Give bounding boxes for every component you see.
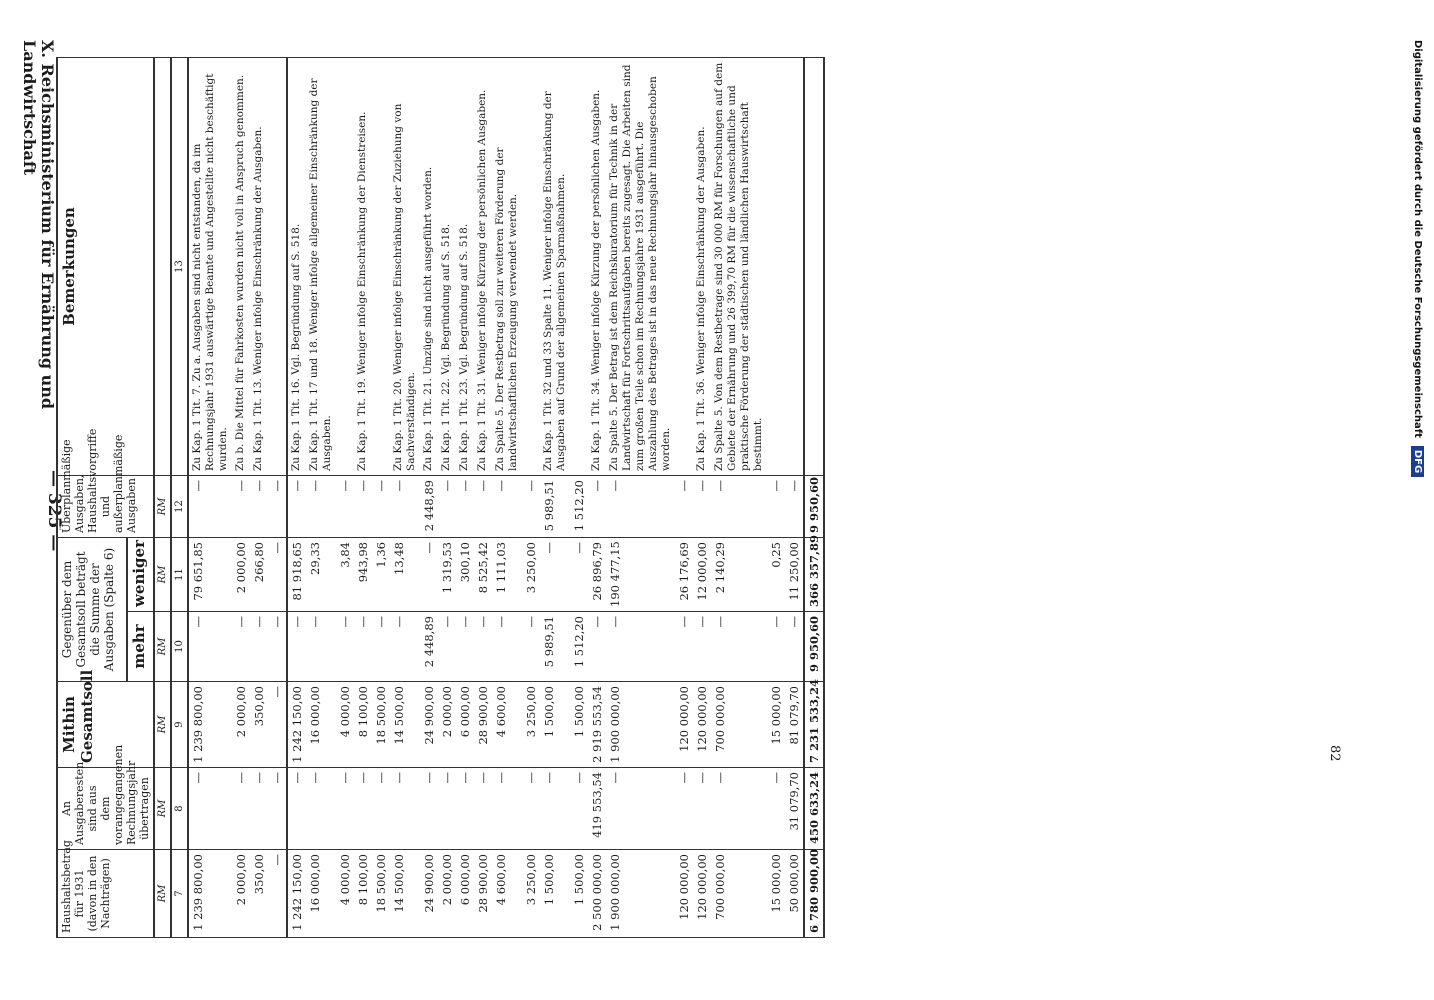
amount-cell-c10: 1 512,20: [570, 612, 588, 682]
amount-cell-c8: —: [188, 768, 232, 850]
col-header-budget: Haushaltsbetrag für 1931 (davon in den Nachträgen): [57, 850, 154, 938]
table-row: [390, 58, 420, 938]
amount-cell-c12: —: [306, 476, 336, 538]
unit-label: RM: [154, 682, 171, 768]
col-header-extra-expenses: Überplanmäßige Ausgaben, Haushaltsvorgriffe und außerplanmäßige Ausgaben: [57, 476, 154, 538]
amount-cell-c10: 5 989,51: [540, 612, 570, 682]
amount-cell-c9: 2 000,00: [232, 682, 250, 768]
amount-cell-c7: 120 000,00: [675, 850, 693, 938]
amount-cell-c11: 300,10: [456, 538, 474, 612]
amount-cell-c7: 700 000,00: [711, 850, 767, 938]
amount-cell-c9: 1 500,00: [540, 682, 570, 768]
amount-cell-c8: —: [456, 768, 474, 850]
table-row: [372, 58, 390, 938]
amount-cell-c10: —: [492, 612, 522, 682]
amount-cell-c8: —: [372, 768, 390, 850]
amount-cell-c7: —: [268, 850, 287, 938]
col-header-carryover: An Ausgaberesten sind aus dem vorangegangenen Rechnungsjahr übertragen: [57, 768, 154, 850]
amount-cell-c10: —: [268, 612, 287, 682]
amount-cell-c12: —: [232, 476, 250, 538]
amount-cell-c8: 419 553,54: [588, 768, 606, 850]
amount-cell-c11: 26 176,69: [675, 538, 693, 612]
amount-cell-c9: 2 919 553,54: [588, 682, 606, 768]
budget-table: [56, 57, 825, 938]
remark-cell: Zu Kap. 1 Tit. 13. Weniger infolge Einschränkung der Ausgaben.: [250, 58, 268, 476]
amount-cell-c9: 1 500,00: [570, 682, 588, 768]
remark-cell: [804, 58, 824, 476]
amount-cell-c10: —: [390, 612, 420, 682]
amount-cell-c8: —: [540, 768, 570, 850]
amount-cell-c10: 2 448,89: [420, 612, 438, 682]
amount-cell-c10: —: [287, 612, 306, 682]
remark-cell: [570, 58, 588, 476]
table-row: [268, 58, 287, 938]
total-row: [804, 58, 824, 938]
amount-cell-c9: 18 500,00: [372, 682, 390, 768]
table-row: [354, 58, 372, 938]
amount-cell-c11: 943,98: [354, 538, 372, 612]
amount-cell-c11: 26 896,79: [588, 538, 606, 612]
amount-cell-c10: —: [474, 612, 492, 682]
amount-cell-c12: —: [711, 476, 767, 538]
amount-cell-c11: 13,48: [390, 538, 420, 612]
remark-cell: Zu Spalte 5. Von dem Restbetrage sind 30 000 RM für Forschungen auf dem Gebiete der Ernährung und 26 399,70 RM für die wissenschaftliche und praktische Förderung der städtischen und ländlichen Hauswirtschaft bestimmt.: [711, 58, 767, 476]
column-number: 7: [171, 850, 188, 938]
amount-cell-c11: 79 651,85: [188, 538, 232, 612]
amount-cell-c7: 24 900,00: [420, 850, 438, 938]
amount-cell-c8: —: [438, 768, 456, 850]
amount-cell-c9: 24 900,00: [420, 682, 438, 768]
amount-cell-c8: 450 633,24: [804, 768, 824, 850]
amount-cell-c8: —: [250, 768, 268, 850]
amount-cell-c7: 15 000,00: [767, 850, 785, 938]
amount-cell-c10: —: [675, 612, 693, 682]
amount-cell-c10: —: [188, 612, 232, 682]
amount-cell-c12: —: [287, 476, 306, 538]
amount-cell-c7: 2 000,00: [232, 850, 250, 938]
amount-cell-c9: 81 079,70: [785, 682, 804, 768]
amount-cell-c11: 266,80: [250, 538, 268, 612]
amount-cell-c9: 120 000,00: [675, 682, 693, 768]
amount-cell-c7: 8 100,00: [354, 850, 372, 938]
col-header-comparison-group: Gegenüber dem Gesamtsoll beträgt die Summe der Ausgaben (Spalte 6): [57, 538, 127, 682]
amount-cell-c12: —: [188, 476, 232, 538]
amount-cell-c10: 9 950,60: [804, 612, 824, 682]
table-row: [492, 58, 522, 938]
remark-cell: [675, 58, 693, 476]
unit-label: RM: [154, 612, 171, 682]
amount-cell-c7: 2 000,00: [438, 850, 456, 938]
amount-cell-c12: 2 448,89: [420, 476, 438, 538]
amount-cell-c12: 1 512,20: [570, 476, 588, 538]
amount-cell-c7: 2 500 000,00: [588, 850, 606, 938]
amount-cell-c10: —: [354, 612, 372, 682]
amount-cell-c7: 1 239 800,00: [188, 850, 232, 938]
amount-cell-c8: —: [232, 768, 250, 850]
column-number: 13: [171, 58, 188, 476]
remark-cell: Zu Kap. 1 Tit. 31. Weniger infolge Kürzung der persönlichen Ausgaben.: [474, 58, 492, 476]
amount-cell-c12: —: [438, 476, 456, 538]
remark-cell: [268, 58, 287, 476]
amount-cell-c7: 1 242 150,00: [287, 850, 306, 938]
amount-cell-c8: —: [675, 768, 693, 850]
amount-cell-c9: 1 900 000,00: [606, 682, 675, 768]
amount-cell-c11: 3 250,00: [522, 538, 540, 612]
amount-cell-c8: —: [268, 768, 287, 850]
amount-cell-c9: —: [268, 682, 287, 768]
column-number: 9: [171, 682, 188, 768]
amount-cell-c8: —: [474, 768, 492, 850]
unit-label: RM: [154, 476, 171, 538]
amount-cell-c12: —: [522, 476, 540, 538]
table-row: [540, 58, 570, 938]
amount-cell-c12: 9 950,60: [804, 476, 824, 538]
amount-cell-c12: —: [250, 476, 268, 538]
amount-cell-c7: 6 000,00: [456, 850, 474, 938]
amount-cell-c12: 5 989,51: [540, 476, 570, 538]
amount-cell-c7: 28 900,00: [474, 850, 492, 938]
col-header-total-target: Mithin Gesamtsoll: [57, 682, 154, 768]
remark-cell: Zu Kap. 1 Tit. 34. Weniger infolge Kürzung der persönlichen Ausgaben.: [588, 58, 606, 476]
amount-cell-c12: —: [336, 476, 354, 538]
amount-cell-c11: —: [420, 538, 438, 612]
table-row: [232, 58, 250, 938]
amount-cell-c12: —: [456, 476, 474, 538]
table-row: [711, 58, 767, 938]
unit-label: RM: [154, 768, 171, 850]
amount-cell-c9: 4 000,00: [336, 682, 354, 768]
amount-cell-c8: —: [336, 768, 354, 850]
column-number: 10: [171, 612, 188, 682]
amount-cell-c9: 350,00: [250, 682, 268, 768]
amount-cell-c10: —: [232, 612, 250, 682]
col-header-less: weniger: [127, 538, 154, 612]
table-row: [250, 58, 268, 938]
amount-cell-c10: —: [438, 612, 456, 682]
remark-cell: Zu Kap. 1 Tit. 21. Umzüge sind nicht ausgeführt worden.: [420, 58, 438, 476]
amount-cell-c11: 1 111,03: [492, 538, 522, 612]
remark-cell: Zu Kap. 1 Tit. 17 und 18. Weniger infolge allgemeiner Einschränkung der Ausgaben.: [306, 58, 336, 476]
column-number: 12: [171, 476, 188, 538]
table-body: [188, 58, 824, 938]
col-header-more: mehr: [127, 612, 154, 682]
amount-cell-c11: 11 250,00: [785, 538, 804, 612]
table-row: [438, 58, 456, 938]
table-row: [570, 58, 588, 938]
amount-cell-c9: 2 000,00: [438, 682, 456, 768]
amount-cell-c7: 1 900 000,00: [606, 850, 675, 938]
amount-cell-c7: 18 500,00: [372, 850, 390, 938]
remark-cell: Zu Kap. 1 Tit. 19. Weniger infolge Einschränkung der Dienstreisen.: [354, 58, 372, 476]
amount-cell-c8: —: [306, 768, 336, 850]
amount-cell-c10: —: [693, 612, 711, 682]
unit-label: [154, 58, 171, 476]
remark-cell: Zu Kap. 1 Tit. 16. Vgl. Begründung auf S. 518.: [287, 58, 306, 476]
amount-cell-c8: —: [287, 768, 306, 850]
amount-cell-c11: 366 357,89: [804, 538, 824, 612]
amount-cell-c9: 4 600,00: [492, 682, 522, 768]
amount-cell-c9: 15 000,00: [767, 682, 785, 768]
table-row: [522, 58, 540, 938]
amount-cell-c7: 4 600,00: [492, 850, 522, 938]
amount-cell-c9: 7 231 533,24: [804, 682, 824, 768]
amount-cell-c7: 16 000,00: [306, 850, 336, 938]
amount-cell-c12: —: [372, 476, 390, 538]
amount-cell-c11: 0,25: [767, 538, 785, 612]
table-row: [785, 58, 804, 938]
amount-cell-c9: 16 000,00: [306, 682, 336, 768]
dfg-logo: DFG: [1411, 446, 1424, 477]
remark-cell: [522, 58, 540, 476]
amount-cell-c8: —: [522, 768, 540, 850]
table-row: [588, 58, 606, 938]
table-row: [456, 58, 474, 938]
remark-cell: Zu Spalte 5. Der Betrag ist dem Reichskuratorium für Technik in der Landwirtschaft für Fortschrittsaufgaben bereits zugesagt. Die Arbeiten sind zum großen Teile schon im Rechnungsjahre 1931 ausgeführt. Die Auszahlung des Betrages ist in das neue Rechnungsjahr hinausgeschoben worden.: [606, 58, 675, 476]
amount-cell-c12: —: [785, 476, 804, 538]
amount-cell-c8: —: [492, 768, 522, 850]
unit-label: RM: [154, 538, 171, 612]
amount-cell-c11: 3,84: [336, 538, 354, 612]
amount-cell-c8: —: [711, 768, 767, 850]
table-row: [188, 58, 232, 938]
amount-cell-c11: 2 140,29: [711, 538, 767, 612]
amount-cell-c8: 31 079,70: [785, 768, 804, 850]
remark-cell: Zu Kap. 1 Tit. 7. Zu a. Ausgaben sind nicht entstanden, da im Rechnungsjahr 1931 auswärtige Beamte und Angestellte nicht beschäftigt wurden.: [188, 58, 232, 476]
col-header-remarks: Bemerkungen: [57, 58, 154, 476]
table-row: [675, 58, 693, 938]
table-row: [474, 58, 492, 938]
sheet-number: 82: [1327, 745, 1342, 762]
table-row: [287, 58, 306, 938]
amount-cell-c7: 3 250,00: [522, 850, 540, 938]
table-row: [306, 58, 336, 938]
amount-cell-c10: —: [372, 612, 390, 682]
amount-cell-c10: —: [785, 612, 804, 682]
chapter-title: X. Reichsministerium für Ernährung und Landwirtschaft: [20, 40, 57, 410]
digitization-footer: [1411, 40, 1424, 960]
amount-cell-c8: —: [570, 768, 588, 850]
amount-cell-c12: —: [390, 476, 420, 538]
remark-cell: [767, 58, 785, 476]
amount-cell-c12: —: [268, 476, 287, 538]
amount-cell-c7: 350,00: [250, 850, 268, 938]
amount-cell-c9: 6 000,00: [456, 682, 474, 768]
amount-cell-c8: —: [354, 768, 372, 850]
amount-cell-c9: 700 000,00: [711, 682, 767, 768]
amount-cell-c11: 1,36: [372, 538, 390, 612]
unit-label: RM: [154, 850, 171, 938]
amount-cell-c10: —: [767, 612, 785, 682]
remark-cell: [372, 58, 390, 476]
amount-cell-c7: 6 780 900,00: [804, 850, 824, 938]
amount-cell-c11: 1 319,53: [438, 538, 456, 612]
budget-table-wrapper: [56, 58, 1306, 938]
remark-cell: Zu Kap. 1 Tit. 36. Weniger infolge Einschränkung der Ausgaben.: [693, 58, 711, 476]
amount-cell-c7: 50 000,00: [785, 850, 804, 938]
remark-cell: [785, 58, 804, 476]
amount-cell-c11: —: [268, 538, 287, 612]
amount-cell-c10: —: [306, 612, 336, 682]
amount-cell-c8: —: [767, 768, 785, 850]
amount-cell-c11: 8 525,42: [474, 538, 492, 612]
table-row: [336, 58, 354, 938]
amount-cell-c10: —: [336, 612, 354, 682]
amount-cell-c10: —: [456, 612, 474, 682]
amount-cell-c11: —: [570, 538, 588, 612]
amount-cell-c9: 120 000,00: [693, 682, 711, 768]
amount-cell-c9: 28 900,00: [474, 682, 492, 768]
amount-cell-c12: —: [474, 476, 492, 538]
amount-cell-c12: —: [693, 476, 711, 538]
amount-cell-c9: 3 250,00: [522, 682, 540, 768]
amount-cell-c10: —: [588, 612, 606, 682]
amount-cell-c10: —: [522, 612, 540, 682]
column-number: 8: [171, 768, 188, 850]
remark-cell: Zu Kap. 1 Tit. 23. Vgl. Begründung auf S. 518.: [456, 58, 474, 476]
digitization-note: Digitalisierung gefördert durch die Deutsche Forschungsgemeinschaft: [1412, 40, 1423, 438]
amount-cell-c7: 14 500,00: [390, 850, 420, 938]
remark-cell: Zu Kap. 1 Tit. 22. Vgl. Begründung auf S. 518.: [438, 58, 456, 476]
amount-cell-c10: —: [711, 612, 767, 682]
amount-cell-c11: 12 000,00: [693, 538, 711, 612]
amount-cell-c9: 8 100,00: [354, 682, 372, 768]
amount-cell-c7: 120 000,00: [693, 850, 711, 938]
amount-cell-c10: —: [606, 612, 675, 682]
amount-cell-c11: 81 918,65: [287, 538, 306, 612]
amount-cell-c9: 1 239 800,00: [188, 682, 232, 768]
amount-cell-c11: 29,33: [306, 538, 336, 612]
table-row: [693, 58, 711, 938]
column-number: 11: [171, 538, 188, 612]
amount-cell-c11: 2 000,00: [232, 538, 250, 612]
amount-cell-c8: —: [390, 768, 420, 850]
amount-cell-c12: —: [767, 476, 785, 538]
amount-cell-c8: —: [693, 768, 711, 850]
remark-cell: Zu Kap. 1 Tit. 32 und 33 Spalte 11. Weniger infolge Einschränkung der Ausgaben auf Grund der allgemeinen Sparmaßnahmen.: [540, 58, 570, 476]
amount-cell-c7: 4 000,00: [336, 850, 354, 938]
table-row: [606, 58, 675, 938]
remark-cell: Zu Spalte 5. Der Restbetrag soll zur weiteren Förderung der landwirtschaftlichen Erzeugung verwendet werden.: [492, 58, 522, 476]
amount-cell-c12: —: [492, 476, 522, 538]
amount-cell-c8: —: [606, 768, 675, 850]
amount-cell-c12: —: [354, 476, 372, 538]
amount-cell-c11: —: [540, 538, 570, 612]
table-row: [420, 58, 438, 938]
amount-cell-c9: 14 500,00: [390, 682, 420, 768]
page-number: — 325 —: [44, 470, 64, 552]
amount-cell-c11: 190 477,15: [606, 538, 675, 612]
amount-cell-c10: —: [250, 612, 268, 682]
amount-cell-c12: —: [675, 476, 693, 538]
amount-cell-c9: 1 242 150,00: [287, 682, 306, 768]
amount-cell-c7: 1 500,00: [540, 850, 570, 938]
amount-cell-c8: —: [420, 768, 438, 850]
table-row: [767, 58, 785, 938]
remark-cell: Zu Kap. 1 Tit. 20. Weniger infolge Einschränkung der Zuziehung von Sachverständigen.: [390, 58, 420, 476]
remark-cell: [336, 58, 354, 476]
remark-cell: Zu b. Die Mittel für Fahrkosten wurden nicht voll in Anspruch genommen.: [232, 58, 250, 476]
amount-cell-c12: —: [588, 476, 606, 538]
amount-cell-c12: —: [606, 476, 675, 538]
amount-cell-c7: 1 500,00: [570, 850, 588, 938]
